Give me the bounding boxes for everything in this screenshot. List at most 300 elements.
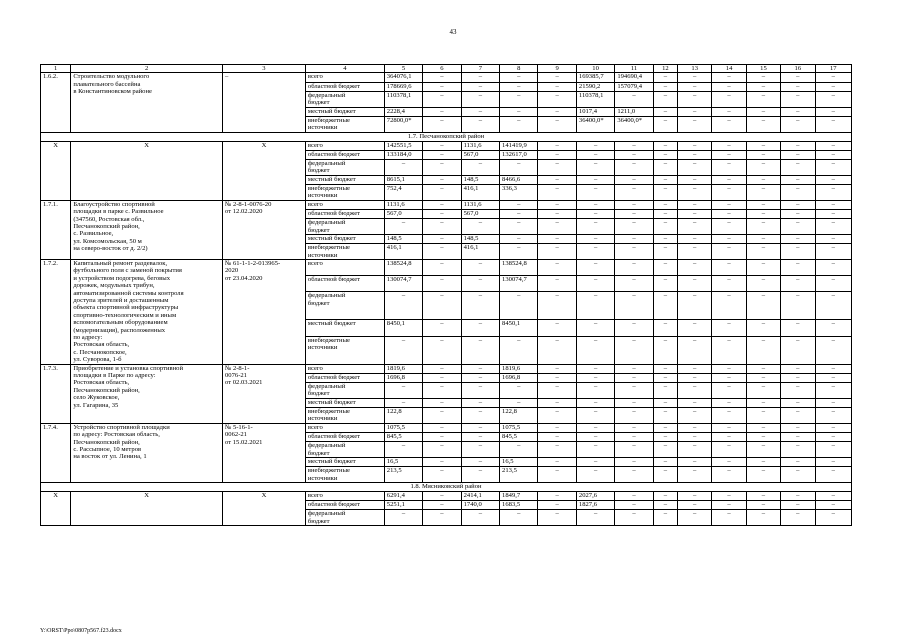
value-cell: – — [712, 234, 746, 243]
value-cell: – — [712, 276, 746, 292]
value-cell: – — [615, 175, 653, 184]
funding-source: внебюджетные источники — [305, 184, 384, 200]
value-cell: – — [538, 364, 576, 373]
value-cell: 110378,1 — [384, 91, 422, 107]
value-cell: 845,5 — [500, 433, 538, 442]
value-cell: – — [815, 234, 852, 243]
value-cell: 122,8 — [384, 408, 422, 424]
value-cell: 336,3 — [500, 184, 538, 200]
value-cell: 138524,8 — [384, 259, 422, 275]
value-cell: – — [712, 292, 746, 320]
value-cell: – — [423, 433, 461, 442]
value-cell: – — [615, 234, 653, 243]
value-cell: – — [678, 159, 712, 175]
item-number: 1.6.2. — [41, 73, 71, 132]
value-cell: – — [538, 501, 576, 510]
value-cell: – — [461, 159, 499, 175]
value-cell: – — [781, 501, 815, 510]
funding-source: всего — [305, 364, 384, 373]
value-cell: – — [423, 467, 461, 483]
funding-source: всего — [305, 200, 384, 209]
section-header-row — [41, 483, 852, 492]
value-cell: – — [678, 364, 712, 373]
value-cell: 8450,1 — [500, 320, 538, 336]
funding-source: местный бюджет — [305, 458, 384, 467]
value-cell: – — [423, 73, 461, 82]
funding-source: местный бюджет — [305, 320, 384, 336]
value-cell: – — [815, 175, 852, 184]
item-document: № 2-8-1-0076-20 от 12.02.2020 — [223, 200, 306, 259]
column-number-13: 13 — [678, 65, 712, 73]
footer-file-path: Y:\ORST\Ppo\0807p567.f23.docx — [40, 628, 122, 634]
value-cell: – — [781, 219, 815, 235]
value-cell: – — [423, 184, 461, 200]
value-cell: – — [576, 200, 614, 209]
value-cell: 2027,6 — [576, 492, 614, 501]
value-cell: 16,5 — [500, 458, 538, 467]
value-cell: 8450,1 — [384, 320, 422, 336]
value-cell: – — [653, 336, 677, 364]
value-cell: – — [746, 292, 780, 320]
funding-source: областной бюджет — [305, 501, 384, 510]
value-cell: – — [615, 141, 653, 150]
funding-source: федеральный бюджет — [305, 91, 384, 107]
funding-source: областной бюджет — [305, 209, 384, 218]
value-cell: – — [653, 292, 677, 320]
value-cell: – — [746, 458, 780, 467]
value-cell: – — [678, 423, 712, 432]
value-cell: – — [746, 234, 780, 243]
value-cell: 845,5 — [384, 433, 422, 442]
value-cell: – — [538, 292, 576, 320]
item-name: Капитальный ремонт раздевалок, футбольного поля с заменой покрытия и устройством подогрева, беговых дорожек, модульных трибун, автоматизированной системы контроля доступа зрителей и досташенным объекта спортивной инфраструктуры спортивно-технологическим и иным вспомогательным оборудованием (модернизация), расположенных по адресу: Ростовская область, с. Песчанокопское, ул. Суворова, 1-б — [71, 259, 223, 364]
value-cell: – — [423, 383, 461, 399]
table-row — [41, 492, 852, 501]
value-cell: 21590,2 — [576, 82, 614, 91]
value-cell: – — [781, 73, 815, 82]
value-cell: – — [746, 175, 780, 184]
value-cell: – — [815, 467, 852, 483]
value-cell: – — [815, 150, 852, 159]
value-cell: – — [423, 107, 461, 116]
value-cell: – — [653, 150, 677, 159]
value-cell: – — [678, 292, 712, 320]
table-row — [41, 423, 852, 432]
value-cell: – — [500, 82, 538, 91]
value-cell: – — [815, 442, 852, 458]
value-cell: – — [576, 150, 614, 159]
value-cell: – — [423, 244, 461, 260]
value-cell: – — [746, 200, 780, 209]
value-cell: – — [653, 320, 677, 336]
value-cell: – — [500, 244, 538, 260]
value-cell: – — [538, 107, 576, 116]
column-number-11: 11 — [615, 65, 653, 73]
value-cell: – — [423, 82, 461, 91]
funding-source: всего — [305, 141, 384, 150]
value-cell: – — [576, 259, 614, 275]
value-cell: – — [746, 107, 780, 116]
value-cell: – — [815, 292, 852, 320]
value-cell: – — [538, 423, 576, 432]
column-number-5: 5 — [384, 65, 422, 73]
funding-source: федеральный бюджет — [305, 219, 384, 235]
value-cell: – — [423, 209, 461, 218]
column-number-10: 10 — [576, 65, 614, 73]
value-cell: – — [781, 320, 815, 336]
value-cell: – — [538, 276, 576, 292]
value-cell: 1075,5 — [500, 423, 538, 432]
value-cell: 416,1 — [461, 244, 499, 260]
value-cell: – — [461, 116, 499, 132]
value-cell: – — [461, 276, 499, 292]
value-cell: – — [781, 442, 815, 458]
value-cell: – — [678, 442, 712, 458]
value-cell: – — [423, 320, 461, 336]
value-cell: – — [461, 408, 499, 424]
table-row — [41, 200, 852, 209]
value-cell: – — [538, 383, 576, 399]
value-cell: – — [678, 320, 712, 336]
funding-source: всего — [305, 492, 384, 501]
value-cell: – — [712, 364, 746, 373]
value-cell: – — [712, 141, 746, 150]
value-cell: 1683,5 — [500, 501, 538, 510]
value-cell: – — [423, 501, 461, 510]
value-cell: – — [678, 234, 712, 243]
value-cell: – — [423, 492, 461, 501]
value-cell: – — [781, 259, 815, 275]
value-cell: – — [678, 244, 712, 260]
value-cell: – — [781, 209, 815, 218]
value-cell: – — [615, 209, 653, 218]
funding-source: местный бюджет — [305, 107, 384, 116]
value-cell: 178669,6 — [384, 82, 422, 91]
value-cell: – — [815, 458, 852, 467]
value-cell: – — [461, 442, 499, 458]
table-row — [41, 73, 852, 82]
value-cell: – — [815, 219, 852, 235]
value-cell: – — [653, 398, 677, 407]
column-number-3: 3 — [223, 65, 306, 73]
funding-source: местный бюджет — [305, 234, 384, 243]
value-cell: – — [781, 467, 815, 483]
value-cell: 141419,9 — [500, 141, 538, 150]
value-cell: 133184,0 — [384, 150, 422, 159]
value-cell: – — [423, 219, 461, 235]
value-cell: – — [538, 492, 576, 501]
value-cell: – — [815, 373, 852, 382]
value-cell: – — [815, 73, 852, 82]
value-cell: – — [538, 91, 576, 107]
value-cell: – — [678, 150, 712, 159]
value-cell: – — [653, 175, 677, 184]
value-cell: 2414,1 — [461, 492, 499, 501]
item-document: № 2-8-1- 0076-21 от 02.03.2021 — [223, 364, 306, 423]
value-cell: – — [653, 408, 677, 424]
value-cell: – — [615, 364, 653, 373]
value-cell: – — [500, 336, 538, 364]
value-cell: – — [781, 423, 815, 432]
value-cell: 72800,0* — [384, 116, 422, 132]
item-number: 1.7.3. — [41, 364, 71, 423]
value-cell: – — [746, 398, 780, 407]
value-cell: 157079,4 — [615, 82, 653, 91]
value-cell: – — [384, 336, 422, 364]
value-cell: – — [781, 184, 815, 200]
value-cell: 1017,4 — [576, 107, 614, 116]
value-cell: – — [781, 383, 815, 399]
value-cell: – — [678, 219, 712, 235]
funding-source: федеральный бюджет — [305, 159, 384, 175]
value-cell: – — [576, 244, 614, 260]
value-cell: 1827,6 — [576, 501, 614, 510]
value-cell: – — [576, 209, 614, 218]
value-cell: – — [746, 116, 780, 132]
value-cell: 1740,0 — [461, 501, 499, 510]
column-number-2: 2 — [71, 65, 223, 73]
page-number: 43 — [449, 28, 457, 36]
value-cell: – — [678, 200, 712, 209]
value-cell: – — [423, 116, 461, 132]
value-cell: – — [712, 175, 746, 184]
value-cell: – — [815, 184, 852, 200]
value-cell: – — [615, 219, 653, 235]
value-cell: – — [746, 501, 780, 510]
column-number-14: 14 — [712, 65, 746, 73]
value-cell: – — [746, 91, 780, 107]
value-cell: – — [781, 107, 815, 116]
value-cell: 148,5 — [461, 234, 499, 243]
value-cell: 138524,8 — [500, 259, 538, 275]
value-cell: – — [538, 458, 576, 467]
value-cell: – — [615, 458, 653, 467]
value-cell: – — [781, 373, 815, 382]
funding-source: федеральный бюджет — [305, 292, 384, 320]
value-cell: – — [815, 336, 852, 364]
value-cell: – — [815, 141, 852, 150]
item-document: Х — [223, 492, 306, 526]
value-cell: – — [781, 433, 815, 442]
value-cell: 194690,4 — [615, 73, 653, 82]
value-cell: – — [815, 408, 852, 424]
value-cell: – — [653, 219, 677, 235]
value-cell: – — [678, 433, 712, 442]
value-cell: 752,4 — [384, 184, 422, 200]
value-cell: – — [500, 398, 538, 407]
value-cell: – — [653, 467, 677, 483]
value-cell: – — [815, 398, 852, 407]
value-cell: – — [653, 458, 677, 467]
value-cell: – — [615, 320, 653, 336]
value-cell: 132617,0 — [500, 150, 538, 159]
value-cell: – — [678, 467, 712, 483]
value-cell: – — [678, 398, 712, 407]
value-cell: – — [781, 458, 815, 467]
value-cell: – — [538, 398, 576, 407]
funding-source: внебюджетные источники — [305, 336, 384, 364]
value-cell: – — [576, 276, 614, 292]
table-row — [41, 364, 852, 373]
value-cell: – — [576, 423, 614, 432]
item-number: Х — [41, 141, 71, 200]
value-cell: 1696,8 — [500, 373, 538, 382]
value-cell: – — [423, 234, 461, 243]
value-cell: – — [746, 73, 780, 82]
value-cell: – — [461, 364, 499, 373]
value-cell: – — [423, 91, 461, 107]
value-cell: – — [712, 209, 746, 218]
value-cell: – — [712, 320, 746, 336]
value-cell: – — [384, 292, 422, 320]
funding-source: федеральный бюджет — [305, 442, 384, 458]
value-cell: 130074,7 — [500, 276, 538, 292]
value-cell: – — [746, 244, 780, 260]
item-document: № 5-16-1- 0062-21 от 15.02.2021 — [223, 423, 306, 482]
value-cell: – — [678, 175, 712, 184]
value-cell: – — [653, 259, 677, 275]
value-cell: – — [815, 116, 852, 132]
section-title: 1.8. Мясниковский район — [41, 483, 852, 492]
value-cell: – — [712, 467, 746, 483]
value-cell: – — [712, 159, 746, 175]
value-cell: – — [712, 82, 746, 91]
value-cell: – — [746, 433, 780, 442]
value-cell: – — [678, 82, 712, 91]
value-cell: – — [712, 219, 746, 235]
value-cell: – — [576, 442, 614, 458]
value-cell: – — [678, 510, 712, 526]
value-cell: – — [576, 398, 614, 407]
value-cell: – — [576, 364, 614, 373]
value-cell: – — [576, 234, 614, 243]
column-number-7: 7 — [461, 65, 499, 73]
value-cell: – — [423, 259, 461, 275]
value-cell: – — [746, 442, 780, 458]
value-cell: – — [678, 458, 712, 467]
item-name: Приобретение и установка спортивной площадки в Парке по адресу: Ростовская область, Песчанокопский район, село Жуковское, ул. Гагарина, 35 — [71, 364, 223, 423]
value-cell: 1075,5 — [384, 423, 422, 432]
value-cell: – — [653, 234, 677, 243]
value-cell: – — [815, 510, 852, 526]
value-cell: – — [384, 398, 422, 407]
value-cell: – — [538, 184, 576, 200]
value-cell: – — [678, 383, 712, 399]
value-cell: – — [500, 383, 538, 399]
value-cell: – — [746, 492, 780, 501]
value-cell: – — [461, 433, 499, 442]
column-number-4: 4 — [305, 65, 384, 73]
value-cell: – — [461, 320, 499, 336]
value-cell: – — [653, 91, 677, 107]
funding-source: внебюджетные источники — [305, 244, 384, 260]
value-cell: – — [500, 116, 538, 132]
value-cell: – — [538, 320, 576, 336]
value-cell: 416,1 — [384, 244, 422, 260]
column-number-8: 8 — [500, 65, 538, 73]
item-number: 1.7.4. — [41, 423, 71, 482]
value-cell: – — [815, 159, 852, 175]
value-cell: – — [678, 276, 712, 292]
value-cell: – — [576, 159, 614, 175]
value-cell: – — [678, 107, 712, 116]
value-cell: – — [538, 244, 576, 260]
value-cell: – — [576, 467, 614, 483]
value-cell: – — [461, 383, 499, 399]
item-number: 1.7.2. — [41, 259, 71, 364]
value-cell: – — [461, 398, 499, 407]
value-cell: – — [712, 383, 746, 399]
value-cell: – — [461, 73, 499, 82]
value-cell: – — [746, 373, 780, 382]
item-document: – — [223, 73, 306, 132]
value-cell: 1131,6 — [461, 200, 499, 209]
value-cell: – — [746, 383, 780, 399]
item-name: Строительство модульного плавательного бассейна в Константиновском районе — [71, 73, 223, 132]
value-cell: 130074,7 — [384, 276, 422, 292]
column-number-1: 1 — [41, 65, 71, 73]
value-cell: – — [653, 492, 677, 501]
value-cell: – — [500, 292, 538, 320]
value-cell: – — [746, 209, 780, 218]
value-cell: – — [815, 383, 852, 399]
value-cell: – — [538, 336, 576, 364]
value-cell: – — [815, 107, 852, 116]
value-cell: 8615,1 — [384, 175, 422, 184]
value-cell: – — [461, 373, 499, 382]
value-cell: – — [615, 510, 653, 526]
value-cell: – — [423, 398, 461, 407]
funding-source: областной бюджет — [305, 373, 384, 382]
value-cell: – — [712, 510, 746, 526]
value-cell: – — [781, 91, 815, 107]
value-cell: – — [653, 373, 677, 382]
column-number-17: 17 — [815, 65, 852, 73]
value-cell: – — [576, 383, 614, 399]
funding-source: областной бюджет — [305, 276, 384, 292]
value-cell: – — [423, 175, 461, 184]
funding-source: местный бюджет — [305, 175, 384, 184]
value-cell: – — [781, 150, 815, 159]
value-cell: – — [712, 373, 746, 382]
value-cell: – — [653, 116, 677, 132]
funding-source: внебюджетные источники — [305, 467, 384, 483]
value-cell: – — [781, 510, 815, 526]
value-cell: – — [781, 116, 815, 132]
item-number: Х — [41, 492, 71, 526]
value-cell: – — [423, 200, 461, 209]
value-cell: – — [461, 107, 499, 116]
value-cell: – — [746, 159, 780, 175]
value-cell: – — [615, 150, 653, 159]
value-cell: – — [538, 175, 576, 184]
value-cell: – — [576, 408, 614, 424]
value-cell: – — [538, 200, 576, 209]
value-cell: 416,1 — [461, 184, 499, 200]
value-cell: – — [653, 510, 677, 526]
value-cell: – — [712, 458, 746, 467]
value-cell: 169385,7 — [576, 73, 614, 82]
value-cell: – — [576, 510, 614, 526]
value-cell: – — [615, 492, 653, 501]
value-cell: – — [500, 510, 538, 526]
value-cell: – — [815, 364, 852, 373]
value-cell: – — [746, 320, 780, 336]
value-cell: – — [653, 244, 677, 260]
value-cell: – — [781, 200, 815, 209]
column-number-6: 6 — [423, 65, 461, 73]
section-header-row — [41, 132, 852, 141]
